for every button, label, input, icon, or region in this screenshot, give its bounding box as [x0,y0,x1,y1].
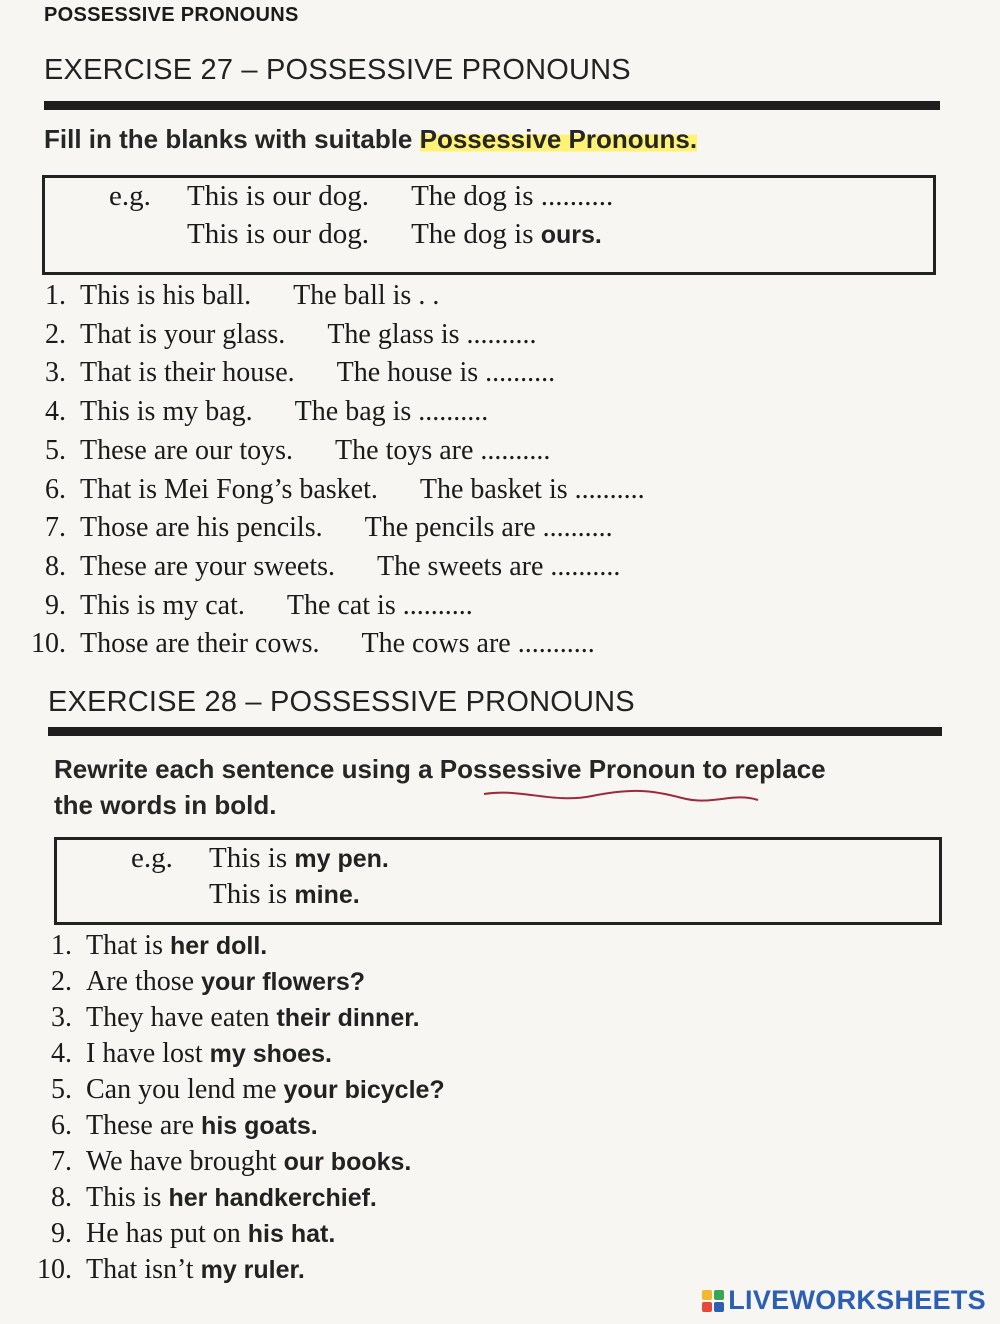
exercise-28-item [16,1254,305,1286]
item-sentence: This is my cat. [80,589,245,621]
exercise-28-instruction-line-2: the words in bold. [54,790,277,820]
item-number: 9. [45,589,66,621]
item-number: 3. [45,357,66,389]
item-number: 10. [31,628,66,660]
item-sentence: That is their house. [80,357,295,389]
item-number: 2. [51,966,72,997]
exercise-27-item [0,357,555,389]
item-bold-words: your flowers? [201,968,365,996]
item-blank: The toys are .......... [335,434,551,466]
exercise-27-title: EXERCISE 27 – POSSESSIVE PRONOUNS [44,54,631,86]
item-sentence: Can you lend me [86,1074,284,1105]
item-number: 8. [51,1182,72,1213]
item-number: 5. [45,434,66,466]
exercise-27-item [0,551,620,583]
item-blank: The bag is .......... [294,396,489,428]
item-sentence: That isn’t [86,1254,201,1285]
example-label: e.g. [109,180,151,212]
item-number: 2. [45,318,66,350]
exercise-28-title: EXERCISE 28 – POSSESSIVE PRONOUNS [48,686,635,718]
item-sentence: He has put on [86,1218,248,1249]
item-number: 6. [45,473,66,505]
exercise-27-item [0,396,488,428]
item-sentence: This is my bag. [80,396,253,428]
item-sentence: I have lost [86,1038,210,1069]
exercise-27-instruction [44,124,697,155]
exercise-28-item [16,930,267,962]
item-bold-words: his goats. [201,1112,318,1140]
exercise-28-rule [48,727,942,736]
item-sentence: That is Mei Fong’s basket. [80,473,378,505]
pen-underline-squiggle [482,786,762,808]
item-number: 4. [51,1038,72,1069]
exercise-28-item [16,1146,411,1178]
example-bold: my pen. [294,845,389,873]
item-number: 7. [45,512,66,544]
item-number: 1. [45,280,66,311]
example-blank: The dog is .......... [411,180,614,212]
item-sentence: This is [86,1182,169,1213]
example-line-2: This is mine. [209,878,360,910]
item-blank: The basket is .......... [419,473,645,505]
item-blank: The glass is .......... [327,318,537,350]
item-blank: The sweets are .......... [377,550,621,582]
instruction-highlight: Possessive Pronouns. [419,124,698,154]
item-number: 9. [51,1218,72,1249]
item-blank: The house is .......... [336,357,556,389]
exercise-27-item [0,280,439,312]
exercise-27-item [0,474,645,506]
item-number: 8. [45,550,66,582]
example-sentence: This is our dog. [187,218,370,250]
example-box-27 [42,175,936,275]
item-number: 5. [51,1074,72,1105]
exercise-27-rule [44,101,940,110]
item-blank: The ball is . . [293,280,440,311]
exercise-27-item [0,628,595,660]
example-line-1: e.g. This is my pen. [131,842,389,874]
item-number: 7. [51,1146,72,1177]
liveworksheets-logo-icon [702,1290,724,1312]
exercise-27-item [0,590,473,622]
item-number: 3. [51,1002,72,1033]
exercise-28-item [16,1038,332,1070]
instruction-text: Fill in the blanks with suitable [44,124,420,154]
item-bold-words: their dinner. [276,1004,420,1032]
example-label: e.g. [131,842,173,874]
exercise-27-item [0,319,537,351]
example-answer-bold: ours. [540,221,602,249]
exercise-28-item [16,1110,318,1142]
example-sentence: This is our dog. [187,180,370,212]
example-line-2 [187,218,602,251]
item-sentence: This is his ball. [80,280,252,311]
item-blank: The cat is .......... [286,589,473,621]
exercise-28-item [16,1002,420,1034]
item-sentence: These are your sweets. [80,550,336,582]
exercise-27-item [0,512,613,544]
exercise-28-item [16,1074,445,1106]
exercise-28-instruction-line-1: Rewrite each sentence using a Possessive Pronoun to replace [54,754,826,784]
item-bold-words: our books. [283,1148,412,1176]
item-sentence: These are [86,1110,202,1141]
brand-text: LIVEWORKSHEETS [728,1285,986,1315]
item-number: 1. [51,930,72,961]
item-blank: The pencils are .......... [364,512,613,544]
item-bold-words: my ruler. [200,1256,305,1284]
item-number: 4. [45,396,66,428]
item-sentence: Are those [86,966,202,997]
running-head: POSSESSIVE PRONOUNS [44,4,299,26]
item-sentence: That is your glass. [80,318,286,350]
example-bold: mine. [294,881,360,909]
item-sentence: These are our toys. [80,434,294,466]
item-bold-words: my shoes. [209,1040,332,1068]
liveworksheets-brand [702,1285,986,1316]
item-number: 6. [51,1110,72,1141]
item-sentence: Those are his pencils. [80,512,323,544]
item-sentence: That is [86,930,170,961]
example-box-28 [54,837,942,925]
item-sentence: They have eaten [86,1002,277,1033]
item-sentence: We have brought [86,1146,284,1177]
exercise-28-item [16,1218,335,1250]
item-bold-words: her handkerchief. [168,1184,377,1212]
item-number: 10. [37,1254,72,1285]
exercise-28-item [16,966,365,998]
exercise-28-item [16,1182,377,1214]
item-sentence: Those are their cows. [80,628,320,660]
item-blank: The cows are ........... [361,628,595,660]
item-bold-words: your bicycle? [283,1076,445,1104]
example-line-1 [109,180,613,213]
item-bold-words: his hat. [247,1220,336,1248]
exercise-27-item [0,435,550,467]
example-answer: The dog is ours. [411,218,602,250]
item-bold-words: her doll. [170,932,268,960]
